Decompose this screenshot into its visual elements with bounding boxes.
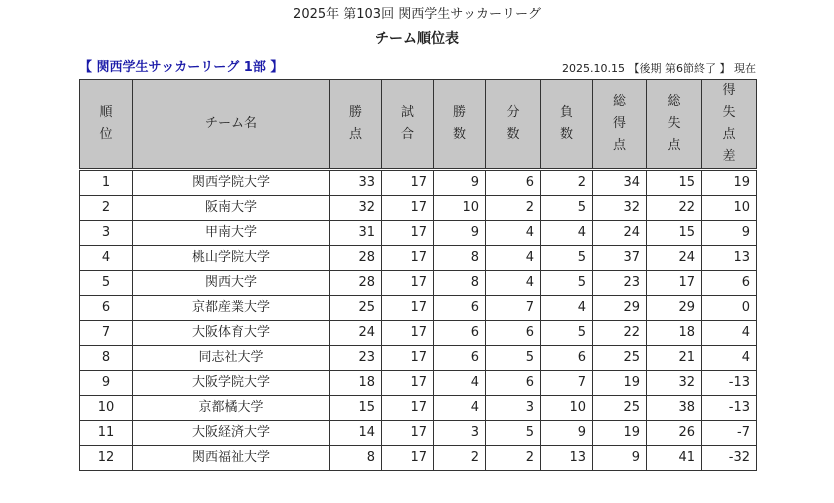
cell-team: 関西福祉大学 [133,446,330,471]
column-header-text: 順 [99,105,113,120]
column-header-text: 総 [612,94,626,109]
cell-goals-against: 41 [647,446,702,471]
standings-table [79,79,757,471]
cell-goals-against: 38 [647,396,702,421]
cell-wins: 6 [434,296,486,321]
cell-rank: 12 [80,446,133,471]
cell-team: 大阪学院大学 [133,371,330,396]
cell-rank: 9 [80,371,133,396]
cell-draws: 7 [486,296,541,321]
cell-goal-diff: -13 [702,371,757,396]
cell-points: 25 [330,296,382,321]
column-header-goal-diff [702,80,757,170]
cell-goal-diff: 4 [702,346,757,371]
cell-wins: 9 [434,221,486,246]
cell-points: 24 [330,321,382,346]
cell-wins: 6 [434,346,486,371]
cell-draws: 6 [486,170,541,196]
cell-wins: 6 [434,321,486,346]
table-row [80,346,757,371]
column-header-text: 勝 [348,105,362,120]
cell-wins: 4 [434,371,486,396]
cell-draws: 3 [486,396,541,421]
cell-goal-diff: 6 [702,271,757,296]
column-header-text: チーム名 [204,116,257,131]
cell-team: 桃山学院大学 [133,246,330,271]
cell-goal-diff: 10 [702,196,757,221]
cell-points: 31 [330,221,382,246]
cell-played: 17 [382,296,434,321]
cell-goals-for: 32 [593,196,647,221]
column-header-text: 数 [452,127,466,142]
cell-goals-for: 25 [593,346,647,371]
cell-played: 17 [382,346,434,371]
cell-team: 阪南大学 [133,196,330,221]
table-row [80,246,757,271]
cell-goals-against: 32 [647,371,702,396]
cell-points: 8 [330,446,382,471]
column-header-text: 差 [722,149,736,164]
table-row [80,421,757,446]
table-row [80,170,757,196]
cell-played: 17 [382,421,434,446]
cell-goals-for: 34 [593,170,647,196]
cell-wins: 3 [434,421,486,446]
cell-goals-for: 29 [593,296,647,321]
cell-losses: 9 [541,421,593,446]
cell-played: 17 [382,246,434,271]
table-row [80,296,757,321]
cell-losses: 5 [541,196,593,221]
cell-played: 17 [382,170,434,196]
table-header-row [80,80,757,170]
cell-points: 15 [330,396,382,421]
cell-goals-for: 22 [593,321,647,346]
column-header-rank [80,80,133,170]
cell-team: 甲南大学 [133,221,330,246]
page-title: 2025年 第103回 関西学生サッカーリーグ [293,7,541,22]
cell-draws: 5 [486,346,541,371]
cell-goals-for: 19 [593,421,647,446]
cell-rank: 1 [80,170,133,196]
cell-wins: 8 [434,246,486,271]
column-header-text: 数 [506,127,520,142]
cell-draws: 6 [486,371,541,396]
status-date: 2025.10.15 【後期 第6節終了 】 現在 [562,62,756,75]
cell-goal-diff: -32 [702,446,757,471]
cell-goals-for: 19 [593,371,647,396]
cell-goal-diff: -7 [702,421,757,446]
cell-played: 17 [382,371,434,396]
cell-goal-diff: 9 [702,221,757,246]
cell-goals-against: 15 [647,221,702,246]
cell-wins: 4 [434,396,486,421]
table-row [80,271,757,296]
cell-goal-diff: 0 [702,296,757,321]
cell-goals-against: 21 [647,346,702,371]
column-header-text: 勝 [452,105,466,120]
cell-goals-for: 9 [593,446,647,471]
cell-points: 32 [330,196,382,221]
cell-draws: 6 [486,321,541,346]
cell-team: 関西学院大学 [133,170,330,196]
cell-points: 14 [330,421,382,446]
cell-played: 17 [382,446,434,471]
column-header-text: 失 [722,105,736,120]
cell-losses: 6 [541,346,593,371]
cell-team: 大阪経済大学 [133,421,330,446]
cell-losses: 5 [541,321,593,346]
cell-wins: 10 [434,196,486,221]
column-header-team [133,80,330,170]
page-subtitle: チーム順位表 [375,31,459,47]
column-header-goals-against [647,80,702,170]
cell-losses: 5 [541,246,593,271]
cell-goals-against: 15 [647,170,702,196]
cell-rank: 4 [80,246,133,271]
table-row [80,196,757,221]
cell-played: 17 [382,271,434,296]
cell-draws: 4 [486,271,541,296]
cell-goals-for: 25 [593,396,647,421]
cell-goals-for: 24 [593,221,647,246]
cell-rank: 11 [80,421,133,446]
cell-goals-for: 37 [593,246,647,271]
cell-goals-against: 24 [647,246,702,271]
cell-rank: 8 [80,346,133,371]
cell-team: 京都橘大学 [133,396,330,421]
cell-draws: 4 [486,221,541,246]
table-row [80,371,757,396]
cell-wins: 2 [434,446,486,471]
column-header-text: 位 [99,127,113,142]
column-header-text: 点 [722,127,736,142]
table-body [80,170,757,471]
cell-team: 京都産業大学 [133,296,330,321]
cell-goals-against: 17 [647,271,702,296]
cell-goal-diff: 19 [702,170,757,196]
league-label: 【 関西学生サッカーリーグ 1部 】 [79,60,284,75]
cell-team: 同志社大学 [133,346,330,371]
cell-goals-against: 29 [647,296,702,321]
table-row [80,321,757,346]
column-header-played [382,80,434,170]
cell-goals-against: 18 [647,321,702,346]
cell-goals-against: 26 [647,421,702,446]
cell-played: 17 [382,221,434,246]
column-header-text: 負 [559,105,573,120]
cell-goal-diff: 13 [702,246,757,271]
cell-draws: 4 [486,246,541,271]
column-header-text: 失 [667,116,681,131]
column-header-text: 総 [667,94,681,109]
cell-rank: 7 [80,321,133,346]
cell-losses: 4 [541,296,593,321]
cell-rank: 6 [80,296,133,321]
cell-played: 17 [382,396,434,421]
cell-losses: 10 [541,396,593,421]
column-header-text: 得 [722,83,736,98]
cell-points: 28 [330,271,382,296]
cell-draws: 2 [486,446,541,471]
cell-played: 17 [382,321,434,346]
cell-played: 17 [382,196,434,221]
column-header-points [330,80,382,170]
cell-draws: 5 [486,421,541,446]
cell-rank: 10 [80,396,133,421]
column-header-text: 得 [612,116,626,131]
cell-wins: 8 [434,271,486,296]
cell-losses: 4 [541,221,593,246]
column-header-text: 分 [506,105,520,120]
column-header-text: 点 [612,138,626,153]
cell-goal-diff: -13 [702,396,757,421]
column-header-text: 合 [400,127,414,142]
cell-points: 28 [330,246,382,271]
column-header-text: 試 [400,105,414,120]
column-header-losses [541,80,593,170]
cell-points: 18 [330,371,382,396]
column-header-text: 点 [667,138,681,153]
cell-points: 23 [330,346,382,371]
cell-losses: 13 [541,446,593,471]
cell-goals-against: 22 [647,196,702,221]
cell-goal-diff: 4 [702,321,757,346]
column-header-draws [486,80,541,170]
cell-points: 33 [330,170,382,196]
cell-wins: 9 [434,170,486,196]
column-header-goals-for [593,80,647,170]
table-row [80,221,757,246]
cell-rank: 2 [80,196,133,221]
cell-team: 大阪体育大学 [133,321,330,346]
cell-rank: 3 [80,221,133,246]
cell-team: 関西大学 [133,271,330,296]
cell-losses: 2 [541,170,593,196]
cell-losses: 7 [541,371,593,396]
cell-goals-for: 23 [593,271,647,296]
column-header-wins [434,80,486,170]
table-row [80,446,757,471]
table-row [80,396,757,421]
cell-losses: 5 [541,271,593,296]
cell-rank: 5 [80,271,133,296]
column-header-text: 点 [348,127,362,142]
column-header-text: 数 [559,127,573,142]
cell-draws: 2 [486,196,541,221]
